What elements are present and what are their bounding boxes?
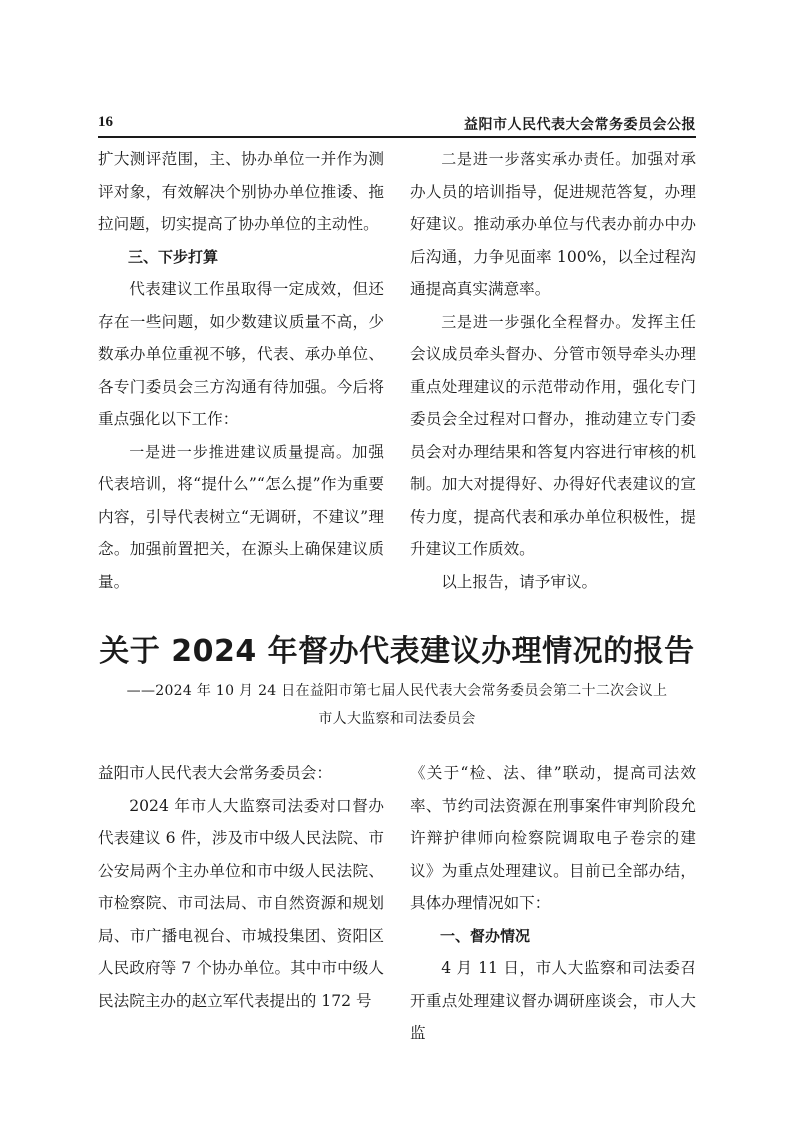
report-subtitle-author: 市人大监察和司法委员会 [318,711,476,727]
closing-paragraph: 以上报告，请予审议。 [441,572,598,591]
item-lead: 二是进一步落实承办责任。 [441,150,632,168]
item-body: 发挥主任会议成员牵头督办、分管市领导牵头办理重点处理建议的示范带动作用，强化专门委员会全过程对口督办，推动建立专门委员会对办理结果和答复内容进行审核的机制。加大对提得好、办得好代表建议的宣传力度，提高代表和承办单位积极性，提升建议工作质效。 [410,312,696,558]
page-number: 16 [98,114,113,130]
prev-article-column-right [410,143,696,598]
item-body: 加强代表培训，将“提什么”“怎么提”作为重要内容，引导代表树立“无调研，不建议”理念。加强前置把关，在源头上确保建议质量。 [98,442,384,591]
report-title: 关于 2024 年督办代表建议办理情况的报告 [99,634,695,669]
report-column-right [410,757,696,1050]
body-paragraph: 4 月 11 日，市人大监察和司法委召开重点处理建议督办调研座谈会，市人大监 [410,959,696,1042]
continued-paragraph: 扩大测评范围，主、协办单位一并作为测评对象，有效解决个别协办单位推诿、拖拉问题，切实提高了协办单位的主动性。 [98,150,384,233]
body-paragraph [410,306,696,566]
report-subtitle-meeting: ——2024 年 10 月 24 日在益阳市第七届人民代表大会常务委员会第二十二次会议上 [126,683,668,699]
section-heading-next-steps: 三、下步打算 [128,247,219,266]
journal-title: 益阳市人民代表大会常务委员会公报 [464,117,696,133]
item-lead: 一是进一步推进建议质量提高。 [129,442,352,461]
body-paragraph [98,436,384,599]
body-paragraph: 代表建议工作虽取得一定成效，但还存在一些问题，如少数建议质量不高，少数承办单位重视不够，代表、承办单位、各专门委员会三方沟通有待加强。今后将重点强化以下工作： [98,280,384,428]
page-header [98,114,696,136]
prev-article-column-left [98,143,384,598]
continued-paragraph: 《关于“检、法、律”联动，提高司法效率、节约司法资源在刑事案件审判阶段允许辩护律师向检察院调取电子卷宗的建议》为重点处理建议。目前已全部办结，具体办理情况如下： [410,764,696,912]
body-paragraph: 2024 年市人大监察司法委对口督办代表建议 6 件，涉及市中级人民法院、市公安局两个主办单位和市中级人民法院、市检察院、市司法局、市自然资源和规划局、市广播电视台、市城投集团、资阳区人民政府等 7 个协办单位。其中市中级人民法院主办的赵立军代表提出的 172 号 [98,796,384,1010]
item-body: 加强对承办人员的培训指导，促进规范答复，办理好建议。推动承办单位与代表办前办中办后沟通，力争见面率 100%，以全过程沟通提高真实满意率。 [410,150,696,298]
report-column-left [98,757,384,1017]
salutation: 益阳市人民代表大会常务委员会： [98,764,332,782]
header-rule [98,136,696,138]
section-heading-supervision: 一、督办情况 [440,926,531,945]
body-paragraph [410,143,696,306]
item-lead: 三是进一步强化全程督办。 [441,312,632,331]
